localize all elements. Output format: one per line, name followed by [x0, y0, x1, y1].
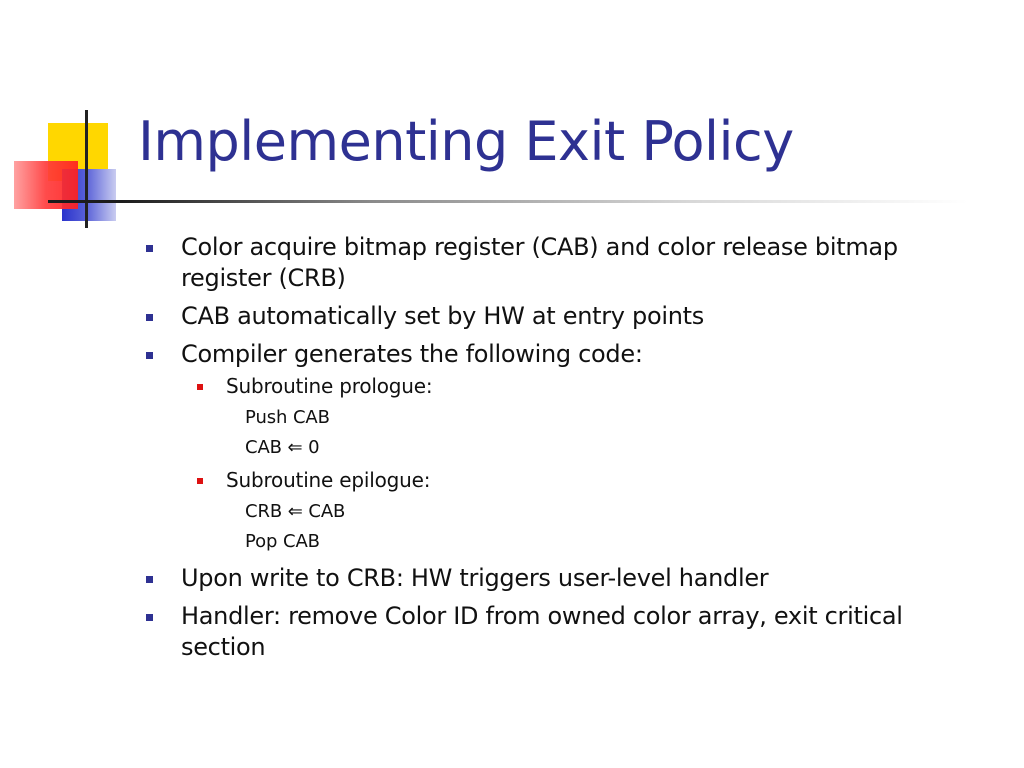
sub-bullet-text: Subroutine prologue: — [226, 374, 433, 398]
bullet-text: Compiler generates the following code: — [181, 340, 643, 368]
square-bullet-icon — [146, 576, 153, 583]
slide-title: Implementing Exit Policy — [138, 110, 794, 173]
bullet-item — [148, 232, 988, 294]
bullet-text: Color acquire bitmap register (CAB) and color release bitmap register (CRB) — [181, 233, 898, 292]
bullet-item — [148, 563, 988, 594]
title-underline-rule — [48, 200, 968, 203]
sub-bullet-text: Subroutine epilogue: — [226, 468, 431, 492]
sub-bullet-item — [226, 467, 988, 493]
red-square-bullet-icon — [197, 384, 203, 390]
slide-body — [148, 232, 988, 670]
bullet-item — [148, 601, 988, 663]
code-line: CAB ⇐ 0 — [245, 437, 320, 458]
square-bullet-icon — [146, 314, 153, 321]
bullet-item — [148, 339, 988, 370]
square-bullet-icon — [146, 245, 153, 252]
vertical-rule — [85, 110, 88, 228]
square-bullet-icon — [146, 614, 153, 621]
bullet-text: Handler: remove Color ID from owned color array, exit critical section — [181, 602, 903, 661]
bullet-text: Upon write to CRB: HW triggers user-level handler — [181, 564, 769, 592]
sub-bullet-item — [226, 373, 988, 399]
square-bullet-icon — [146, 352, 153, 359]
bullet-text: CAB automatically set by HW at entry points — [181, 302, 704, 330]
bullet-item — [148, 301, 988, 332]
code-line: Push CAB — [245, 407, 330, 428]
red-square-bullet-icon — [197, 478, 203, 484]
code-line: CRB ⇐ CAB — [245, 501, 346, 522]
code-line: Pop CAB — [245, 531, 320, 552]
decorative-logo — [0, 0, 150, 240]
